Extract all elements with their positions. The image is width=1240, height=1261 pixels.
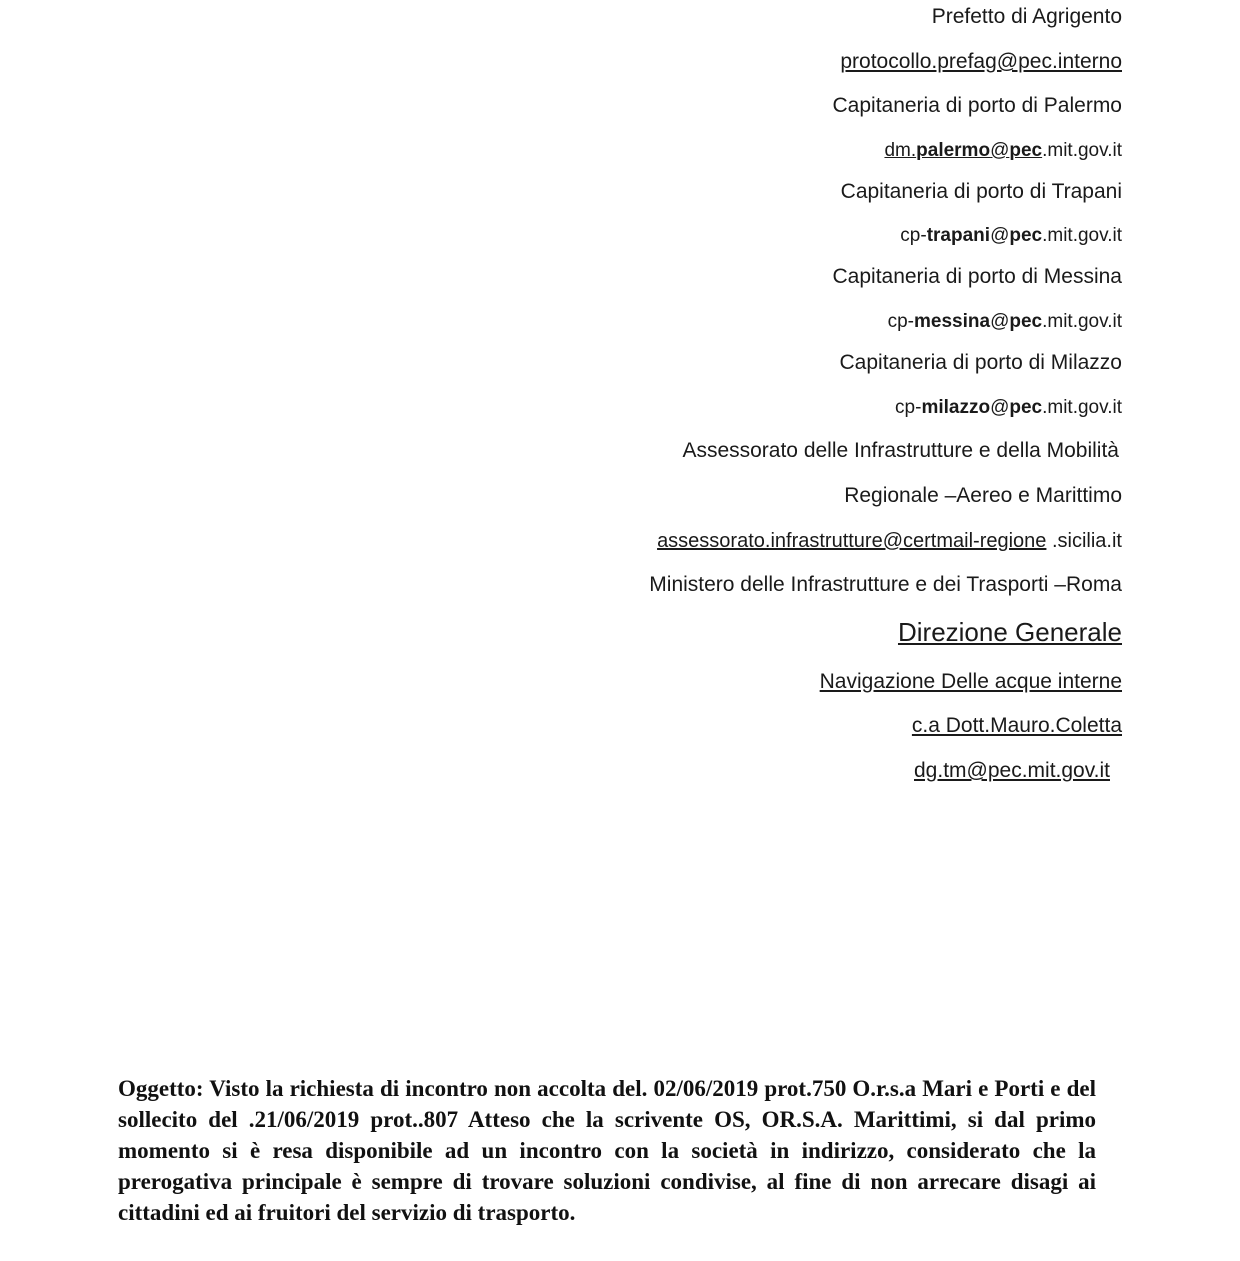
email-assessorato[interactable]: assessorato.infrastrutture@certmail-regione .sicilia.it: [657, 530, 1122, 552]
email-prefettura[interactable]: protocollo.prefag@pec.interno: [840, 50, 1122, 73]
recipient-assessorato: Assessorato delle Infrastrutture e della Mobilità: [682, 439, 1119, 462]
recipient-navigazione: Navigazione Delle acque interne: [819, 670, 1122, 693]
recipient-prefetto: Prefetto di Agrigento: [931, 5, 1122, 28]
recipient-assessorato-line2: Regionale –Aereo e Marittimo: [844, 484, 1122, 507]
email-ministero[interactable]: dg.tm@pec.mit.gov.it: [914, 759, 1110, 782]
email-palermo[interactable]: dm.palermo@pec.mit.gov.it: [884, 140, 1122, 161]
recipient-attention: c.a Dott.Mauro.Coletta: [911, 714, 1122, 737]
recipient-ministero: Ministero delle Infrastrutture e dei Trasporti –Roma: [649, 573, 1122, 596]
email-messina[interactable]: cp-messina@pec.mit.gov.it: [887, 311, 1122, 332]
subject-paragraph: Oggetto: Visto la richiesta di incontro non accolta del. 02/06/2019 prot.750 O.r.s.a Mari e Porti e del sollecito del .21/06/2019 prot..807 Atteso che la scrivente OS, OR.S.A. Marittimi, si dal primo momento si è resa disponibile ad un incontro con la società in indirizzo, considerato che la prerogativa principale è sempre di trovare soluzioni condivise, al fine di non arrecare disagi ai cittadini ed ai fruitori del servizio di trasporto.: [118, 1076, 1096, 1225]
email-trapani[interactable]: cp-trapani@pec.mit.gov.it: [900, 225, 1122, 246]
recipient-messina: Capitaneria di porto di Messina: [832, 265, 1122, 288]
recipient-palermo: Capitaneria di porto di Palermo: [832, 94, 1122, 117]
recipient-direzione-generale: Direzione Generale: [897, 617, 1122, 647]
recipient-trapani: Capitaneria di porto di Trapani: [840, 180, 1122, 203]
email-milazzo[interactable]: cp-milazzo@pec.mit.gov.it: [895, 397, 1122, 418]
recipient-milazzo: Capitaneria di porto di Milazzo: [839, 351, 1122, 374]
